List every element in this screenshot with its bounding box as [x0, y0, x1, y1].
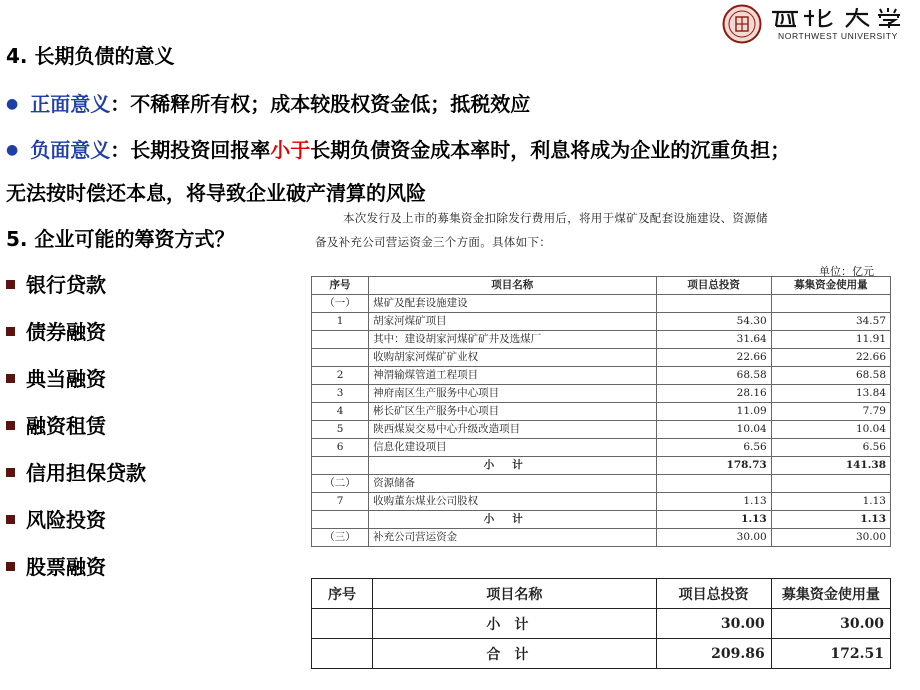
cell-project-name: 收购董东煤业公司股权 [369, 493, 656, 511]
table-row [312, 475, 891, 493]
method-item: 债券融资 [6, 316, 106, 345]
cell-number: 2 [312, 367, 369, 385]
header-cell: 募集资金使用量 [771, 579, 890, 609]
table-row [312, 385, 891, 403]
bullet-dot-icon: ● [6, 142, 19, 158]
cell-total-investment: 209.86 [656, 639, 771, 669]
cell-number: 1 [312, 313, 369, 331]
cell-project-name: 彬长矿区生产服务中心项目 [369, 403, 656, 421]
cell-project-name: 胡家河煤矿项目 [369, 313, 656, 331]
bullet-dot-icon: ● [6, 96, 19, 112]
table-row [312, 295, 891, 313]
unit-label: 单位：亿元 [819, 265, 874, 278]
cell-total-investment: 11.09 [656, 403, 771, 421]
cell-funds-used [771, 295, 890, 313]
cell-total-investment: 54.30 [656, 313, 771, 331]
header-cell: 项目名称 [373, 579, 656, 609]
cell-number: 3 [312, 385, 369, 403]
positive-significance [6, 88, 530, 117]
table-row [312, 349, 891, 367]
cell-number: 6 [312, 439, 369, 457]
cell-funds-used: 11.91 [771, 331, 890, 349]
table-row [312, 439, 891, 457]
table-row [312, 367, 891, 385]
cell-number [312, 457, 369, 475]
negative-text-continued: 无法按时偿还本息，将导致企业破产清算的风险 [6, 181, 426, 205]
cell-number [312, 511, 369, 529]
fund-usage-summary-table [311, 578, 891, 669]
cell-total-investment: 30.00 [656, 529, 771, 547]
university-calligraphy-name [768, 6, 914, 30]
cell-project-name: 煤矿及配套设施建设 [369, 295, 656, 313]
cell-project-name: 小计 [373, 609, 656, 639]
cell-number: 7 [312, 493, 369, 511]
table-header-row [312, 277, 891, 295]
cell-project-name: 资源储备 [369, 475, 656, 493]
subtotal-row [312, 457, 891, 475]
cell-total-investment: 68.58 [656, 367, 771, 385]
cell-project-name: 神府南区生产服务中心项目 [369, 385, 656, 403]
cell-funds-used: 10.04 [771, 421, 890, 439]
cell-funds-used: 34.57 [771, 313, 890, 331]
cell-number [312, 639, 373, 669]
cell-funds-used: 30.00 [771, 529, 890, 547]
cell-number: 4 [312, 403, 369, 421]
cell-total-investment [656, 475, 771, 493]
cell-total-investment: 178.73 [656, 457, 771, 475]
negative-significance [6, 134, 790, 163]
negative-text-b: 长期负债资金成本率时，利息将成为企业的沉重负担； [310, 138, 791, 162]
cell-funds-used: 1.13 [771, 511, 890, 529]
fund-usage-table [311, 276, 891, 547]
header-cell: 募集资金使用量 [771, 277, 890, 295]
summary-header-row [312, 579, 891, 609]
cell-project-name: 收购胡家河煤矿矿业权 [369, 349, 656, 367]
cell-total-investment: 30.00 [656, 609, 771, 639]
subtotal-row [312, 511, 891, 529]
heading-financing-methods: 5. 企业可能的筹资方式？ [6, 227, 235, 251]
negative-text-a: ：长期投资回报率 [110, 138, 271, 162]
cell-total-investment: 6.56 [656, 439, 771, 457]
method-item: 融资租赁 [6, 410, 106, 439]
cell-project-name: 小计 [369, 457, 656, 475]
cell-project-name: 陕西煤炭交易中心升级改造项目 [369, 421, 656, 439]
university-seal-icon [722, 4, 762, 44]
table-row [312, 493, 891, 511]
square-bullet-icon [6, 515, 15, 524]
cell-funds-used: 30.00 [771, 609, 890, 639]
header-cell: 序号 [312, 277, 369, 295]
cell-total-investment: 10.04 [656, 421, 771, 439]
cell-total-investment: 22.66 [656, 349, 771, 367]
square-bullet-icon [6, 562, 15, 571]
method-item: 银行贷款 [6, 269, 106, 298]
cell-total-investment: 28.16 [656, 385, 771, 403]
header-cell: 项目名称 [369, 277, 656, 295]
cell-project-name: 合计 [373, 639, 656, 669]
cell-total-investment: 1.13 [656, 493, 771, 511]
square-bullet-icon [6, 280, 15, 289]
subtotal-row [312, 609, 891, 639]
negative-highlight: 小于 [270, 138, 311, 162]
table-row [312, 421, 891, 439]
intro-line-2: 备及补充公司营运资金三个方面。具体如下： [315, 235, 551, 249]
cell-funds-used: 6.56 [771, 439, 890, 457]
grand-total-row [312, 639, 891, 669]
square-bullet-icon [6, 468, 15, 477]
method-item: 股票融资 [6, 551, 106, 580]
cell-number: 5 [312, 421, 369, 439]
square-bullet-icon [6, 421, 15, 430]
cell-funds-used: 68.58 [771, 367, 890, 385]
cell-project-name: 小计 [369, 511, 656, 529]
table-row [312, 403, 891, 421]
positive-label: 正面意义 [30, 92, 111, 116]
cell-total-investment: 1.13 [656, 511, 771, 529]
cell-funds-used [771, 475, 890, 493]
cell-total-investment: 31.64 [656, 331, 771, 349]
square-bullet-icon [6, 327, 15, 336]
intro-line-1: 本次发行及上市的募集资金扣除发行费用后，将用于煤矿及配套设施建设、资源储 [343, 211, 768, 225]
cell-project-name: 补充公司营运资金 [369, 529, 656, 547]
square-bullet-icon [6, 374, 15, 383]
table-row [312, 313, 891, 331]
cell-project-name: 其中：建设胡家河煤矿矿井及选煤厂 [369, 331, 656, 349]
cell-total-investment [656, 295, 771, 313]
heading-long-term-debt: 4. 长期负债的意义 [6, 44, 175, 68]
cell-funds-used: 172.51 [771, 639, 890, 669]
header-cell: 项目总投资 [656, 579, 771, 609]
table-row [312, 331, 891, 349]
cell-project-name: 信息化建设项目 [369, 439, 656, 457]
cell-number: （一） [312, 295, 369, 313]
method-item: 典当融资 [6, 363, 106, 392]
cell-funds-used: 13.84 [771, 385, 890, 403]
positive-text: ：不稀释所有权；成本较股权资金低；抵税效应 [110, 92, 531, 116]
cell-project-name: 神渭输煤管道工程项目 [369, 367, 656, 385]
table-row [312, 529, 891, 547]
method-item: 信用担保贷款 [6, 457, 146, 486]
cell-funds-used: 22.66 [771, 349, 890, 367]
university-english-name: NORTHWEST UNIVERSITY [778, 31, 898, 41]
cell-number [312, 349, 369, 367]
cell-number: （三） [312, 529, 369, 547]
cell-number: （二） [312, 475, 369, 493]
method-item: 风险投资 [6, 504, 106, 533]
university-logo [722, 4, 916, 46]
header-cell: 序号 [312, 579, 373, 609]
cell-number [312, 331, 369, 349]
cell-funds-used: 7.79 [771, 403, 890, 421]
negative-label: 负面意义 [30, 138, 111, 162]
cell-number [312, 609, 373, 639]
cell-funds-used: 141.38 [771, 457, 890, 475]
cell-funds-used: 1.13 [771, 493, 890, 511]
header-cell: 项目总投资 [656, 277, 771, 295]
